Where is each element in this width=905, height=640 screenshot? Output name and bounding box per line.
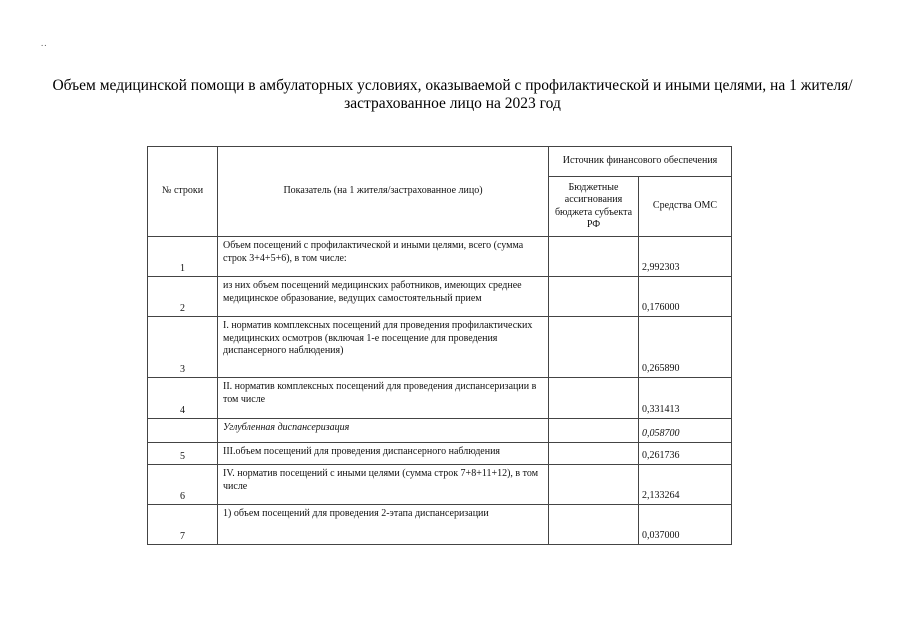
row-budget bbox=[549, 443, 639, 465]
row-number: 2 bbox=[148, 277, 218, 317]
row-indicator: IV. норматив посещений с иными целями (сумма строк 7+8+11+12), в том числе bbox=[218, 465, 549, 505]
table-row bbox=[148, 378, 732, 419]
row-oms: 0,037000 bbox=[639, 505, 732, 545]
row-indicator: 1) объем посещений для проведения 2-этапа диспансеризации bbox=[218, 505, 549, 545]
row-budget bbox=[549, 419, 639, 443]
volume-table bbox=[147, 146, 732, 545]
header-indicator: Показатель (на 1 жителя/застрахованное лицо) bbox=[218, 147, 549, 237]
row-budget bbox=[549, 465, 639, 505]
row-indicator: Углубленная диспансеризация bbox=[218, 419, 549, 443]
table-row bbox=[148, 237, 732, 277]
row-budget bbox=[549, 505, 639, 545]
row-oms: 0,176000 bbox=[639, 277, 732, 317]
row-budget bbox=[549, 378, 639, 419]
row-indicator: из них объем посещений медицинских работников, имеющих среднее медицинское образование, ведущих самостоятельный прием bbox=[218, 277, 549, 317]
header-budget: Бюджетные ассигнования бюджета субъекта РФ bbox=[549, 177, 639, 237]
row-number: 7 bbox=[148, 505, 218, 545]
table-row bbox=[148, 277, 732, 317]
row-oms: 2,133264 bbox=[639, 465, 732, 505]
row-oms: 2,992303 bbox=[639, 237, 732, 277]
row-number: 3 bbox=[148, 317, 218, 378]
table-row bbox=[148, 443, 732, 465]
row-number: 4 bbox=[148, 378, 218, 419]
header-row-1 bbox=[148, 147, 732, 177]
row-indicator: I. норматив комплексных посещений для проведения профилактических медицинских осмотров (включая 1-е посещение для проведения диспансерного наблюдения) bbox=[218, 317, 549, 378]
row-budget bbox=[549, 317, 639, 378]
row-number: 1 bbox=[148, 237, 218, 277]
table-row bbox=[148, 465, 732, 505]
row-oms: 0,265890 bbox=[639, 317, 732, 378]
header-row-no: № строки bbox=[148, 147, 218, 237]
corner-mark: .. bbox=[41, 38, 48, 48]
row-number: 6 bbox=[148, 465, 218, 505]
row-budget bbox=[549, 237, 639, 277]
row-budget bbox=[549, 277, 639, 317]
row-number: 5 bbox=[148, 443, 218, 465]
row-oms: 0,331413 bbox=[639, 378, 732, 419]
row-number bbox=[148, 419, 218, 443]
table-row bbox=[148, 419, 732, 443]
table-row bbox=[148, 505, 732, 545]
header-oms: Средства ОМС bbox=[639, 177, 732, 237]
row-indicator: III.объем посещений для проведения диспансерного наблюдения bbox=[218, 443, 549, 465]
table-row bbox=[148, 317, 732, 378]
row-oms: 0,058700 bbox=[639, 419, 732, 443]
row-indicator: II. норматив комплексных посещений для проведения диспансеризации в том числе bbox=[218, 378, 549, 419]
header-funding-source: Источник финансового обеспечения bbox=[549, 147, 732, 177]
document-title: Объем медицинской помощи в амбулаторных условиях, оказываемой с профилактической и иными целями, на 1 жителя/застрахованное лицо на 2023 год bbox=[52, 77, 853, 112]
row-oms: 0,261736 bbox=[639, 443, 732, 465]
row-indicator: Объем посещений с профилактической и иными целями, всего (сумма строк 3+4+5+6), в том числе: bbox=[218, 237, 549, 277]
